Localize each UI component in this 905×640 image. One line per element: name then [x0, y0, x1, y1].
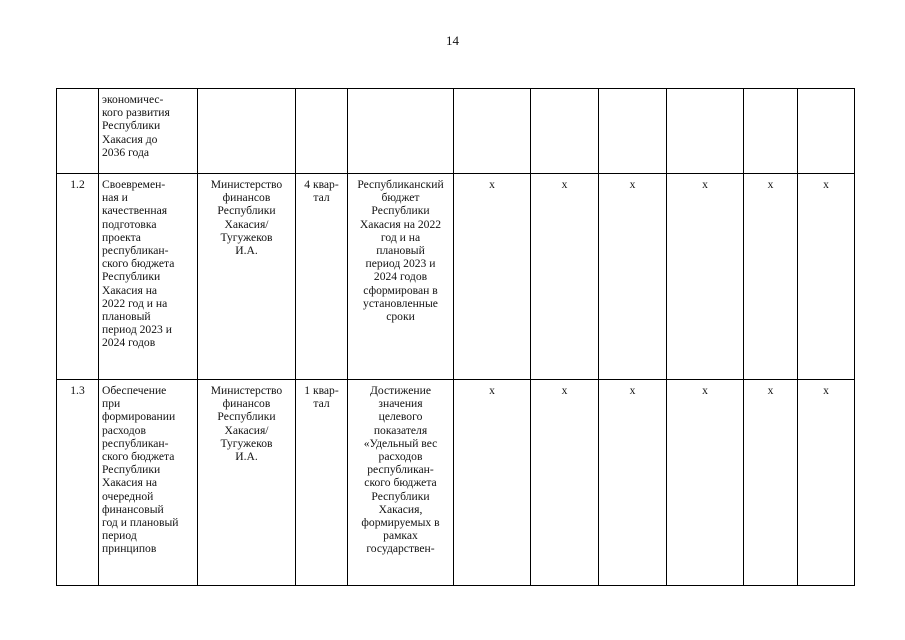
- mark-cell: x: [667, 174, 744, 380]
- event-cell: Обеспечение при формировании расходов республикан- ского бюджета Республики Хакасия на очередной финансовый год и плановый период принципов: [99, 380, 198, 586]
- mark-cell: x: [798, 380, 855, 586]
- period-cell: [296, 89, 348, 174]
- event-cell: Своевремен- ная и качественная подготовка проекта республикан- ского бюджета Республики Хакасия на 2022 год и на плановый период 2023 и 2024 годов: [99, 174, 198, 380]
- mark-cell: x: [667, 380, 744, 586]
- event-cell: экономичес- кого развития Республики Хакасия до 2036 года: [99, 89, 198, 174]
- mark-cell: [454, 89, 531, 174]
- table-row: [57, 174, 855, 380]
- mark-cell: [531, 89, 599, 174]
- mark-cell: x: [744, 174, 798, 380]
- row-number: 1.2: [57, 174, 99, 380]
- page-number: 14: [446, 33, 459, 48]
- mark-cell: x: [744, 380, 798, 586]
- mark-cell: x: [454, 174, 531, 380]
- plan-table: [56, 88, 855, 586]
- period-cell: 1 квар- тал: [296, 380, 348, 586]
- result-cell: [348, 89, 454, 174]
- mark-cell: [667, 89, 744, 174]
- mark-cell: [744, 89, 798, 174]
- mark-cell: x: [599, 380, 667, 586]
- mark-cell: [798, 89, 855, 174]
- mark-cell: x: [531, 174, 599, 380]
- mark-cell: x: [599, 174, 667, 380]
- mark-cell: x: [798, 174, 855, 380]
- table-row: [57, 89, 855, 174]
- period-cell: 4 квар- тал: [296, 174, 348, 380]
- result-cell: Республиканский бюджет Республики Хакасия на 2022 год и на плановый период 2023 и 2024 годов сформирован в установленные сроки: [348, 174, 454, 380]
- responsible-cell: Министерство финансов Республики Хакасия/ Тугужеков И.А.: [198, 174, 296, 380]
- mark-cell: [599, 89, 667, 174]
- row-number: [57, 89, 99, 174]
- responsible-cell: Министерство финансов Республики Хакасия/ Тугужеков И.А.: [198, 380, 296, 586]
- result-cell: Достижение значения целевого показателя «Удельный вес расходов республикан- ского бюджета Республики Хакасия, формируемых в рамках государствен-: [348, 380, 454, 586]
- mark-cell: x: [531, 380, 599, 586]
- mark-cell: x: [454, 380, 531, 586]
- row-number: 1.3: [57, 380, 99, 586]
- table-row: [57, 380, 855, 586]
- responsible-cell: [198, 89, 296, 174]
